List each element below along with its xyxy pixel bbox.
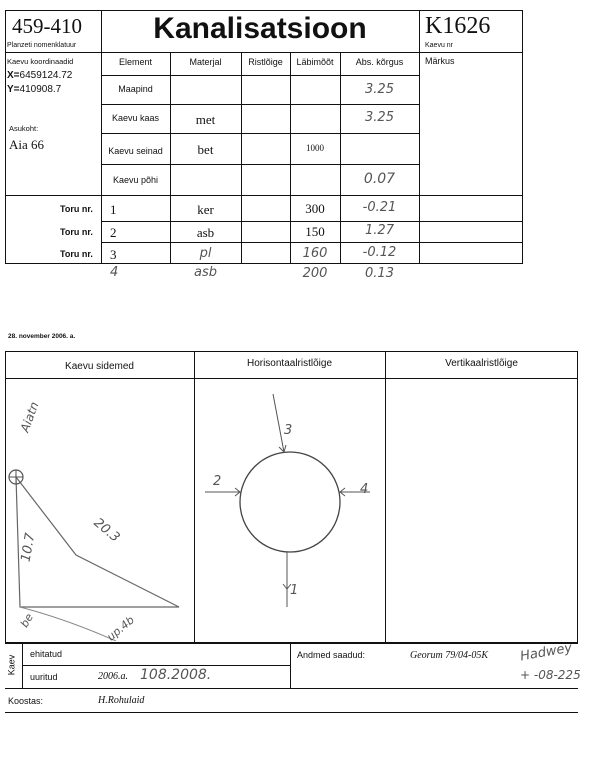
divider	[241, 52, 242, 264]
sketch-side-a: 10.7	[18, 531, 39, 564]
divider	[419, 10, 420, 264]
coord-y-value: 410908.7	[19, 84, 62, 95]
pipe-height: -0.21	[362, 200, 397, 215]
row-material: met	[195, 112, 216, 127]
date-line: 28. november 2006. a.	[8, 333, 76, 340]
extra-pipe-num: 4	[110, 265, 119, 280]
hsection-pipe-3: 3	[284, 423, 293, 438]
col-header-note: Märkus	[425, 56, 455, 66]
row-element: Kaevu kaas	[111, 113, 160, 123]
divider	[101, 164, 419, 165]
sketch-label-top: Aiatn	[17, 399, 42, 435]
divider	[101, 133, 419, 134]
divider	[5, 712, 578, 713]
data-source-label: Andmed saadud:	[297, 650, 366, 660]
coord-x-label: X=	[7, 70, 20, 81]
pipe-label: Toru nr.	[60, 249, 93, 259]
coord-x	[7, 70, 72, 81]
divider	[101, 10, 102, 264]
coord-y	[7, 84, 61, 95]
pipe-diameter: 160	[302, 246, 328, 261]
divider	[22, 643, 23, 688]
pipe-label: Toru nr.	[60, 227, 93, 237]
col-header-element: Element	[118, 57, 153, 67]
surveyed-hand: 108.2008.	[140, 667, 212, 683]
sketch-triangle	[16, 477, 179, 607]
col-header-diameter: Läbimõõt	[296, 57, 334, 67]
data-source-hand: Hadwey	[519, 640, 574, 665]
pipe-height: -0.12	[362, 245, 397, 260]
col-header-height: Abs. kõrgus	[355, 57, 404, 67]
divider	[5, 688, 578, 689]
location-value: Aia 66	[9, 137, 45, 152]
divider	[101, 242, 523, 243]
hsection-pipe-2: 2	[213, 474, 222, 489]
pipe-diameter: 300	[305, 201, 325, 216]
well-circle	[240, 452, 340, 552]
sketch-side-b: 20.3	[90, 515, 123, 546]
pipe-diameter: 150	[305, 224, 325, 239]
pipe-material: asb	[196, 225, 215, 240]
divider	[101, 221, 523, 222]
extra-pipe-height: 0.13	[365, 266, 394, 281]
surveyed-label: uuritud	[30, 672, 58, 682]
row-material: bet	[197, 142, 214, 157]
row-element: Maapind	[118, 84, 153, 94]
sketch-bottom	[17, 607, 116, 641]
location-label: Asukoht:	[9, 124, 39, 133]
row-element: Kaevu seinad	[108, 146, 163, 156]
pipe-label: Toru nr.	[60, 204, 93, 214]
surveyed-value: 2006.a.	[98, 671, 128, 682]
hsection-pipe-4: 4	[360, 482, 369, 497]
divider	[5, 643, 578, 644]
compiled-label: Koostas:	[8, 696, 44, 706]
map-sheet-number: 459-410	[12, 14, 82, 38]
col-header-section: Ristlõige	[248, 57, 283, 67]
extra-pipe-material: asb	[194, 265, 217, 280]
data-source-value: Georum 79/04-05K	[410, 650, 489, 661]
divider	[5, 52, 523, 53]
page-title: Kanalisatsioon	[153, 12, 367, 45]
section-title-horizontal: Horisontaalristlõige	[246, 358, 333, 369]
extra-pipe-diameter: 200	[302, 266, 328, 281]
well-id: K1626	[425, 13, 491, 39]
col-header-material: Materjal	[189, 57, 222, 67]
compiled-value: H.Rohulaid	[98, 695, 145, 706]
pipe-material: pl	[199, 246, 212, 261]
row-height: 3.25	[365, 110, 394, 125]
built-label: ehitatud	[30, 649, 63, 659]
horizontal-section	[195, 379, 384, 641]
row-height: 3.25	[365, 82, 394, 97]
row-diameter: 1000	[306, 143, 324, 153]
map-sheet-label: Planzeti nomenklatuur	[7, 42, 77, 49]
pipe-material: ker	[197, 202, 214, 217]
divider	[101, 104, 419, 105]
coords-label: Kaevu koordinaadid	[7, 57, 74, 66]
row-height: 0.07	[363, 171, 396, 187]
pipe-num: 1	[110, 202, 117, 217]
divider	[385, 351, 386, 643]
divider	[22, 665, 290, 666]
row-element: Kaevu põhi	[112, 175, 159, 185]
pipe-line-3	[273, 394, 284, 452]
hsection-pipe-1: 1	[290, 583, 299, 598]
divider	[290, 643, 291, 688]
well-id-label: Kaevu nr	[425, 42, 454, 49]
sketch-bottom-b: up.4b	[104, 613, 137, 644]
data-source-hand-2: + -08-225	[520, 668, 581, 682]
pipe-num: 3	[110, 247, 117, 262]
divider	[101, 75, 419, 76]
sketch-bottom-a: be	[17, 611, 36, 630]
pipe-height: 1.27	[365, 223, 394, 238]
section-title-ties: Kaevu sidemed	[65, 361, 134, 372]
pipe-num: 2	[110, 225, 117, 240]
section-title-vertical: Vertikaalristlõige	[445, 358, 518, 369]
kaev-label: Kaev	[6, 654, 17, 676]
coord-x-value: 6459124.72	[19, 70, 73, 81]
coord-y-label: Y=	[7, 84, 20, 95]
divider	[5, 195, 523, 196]
